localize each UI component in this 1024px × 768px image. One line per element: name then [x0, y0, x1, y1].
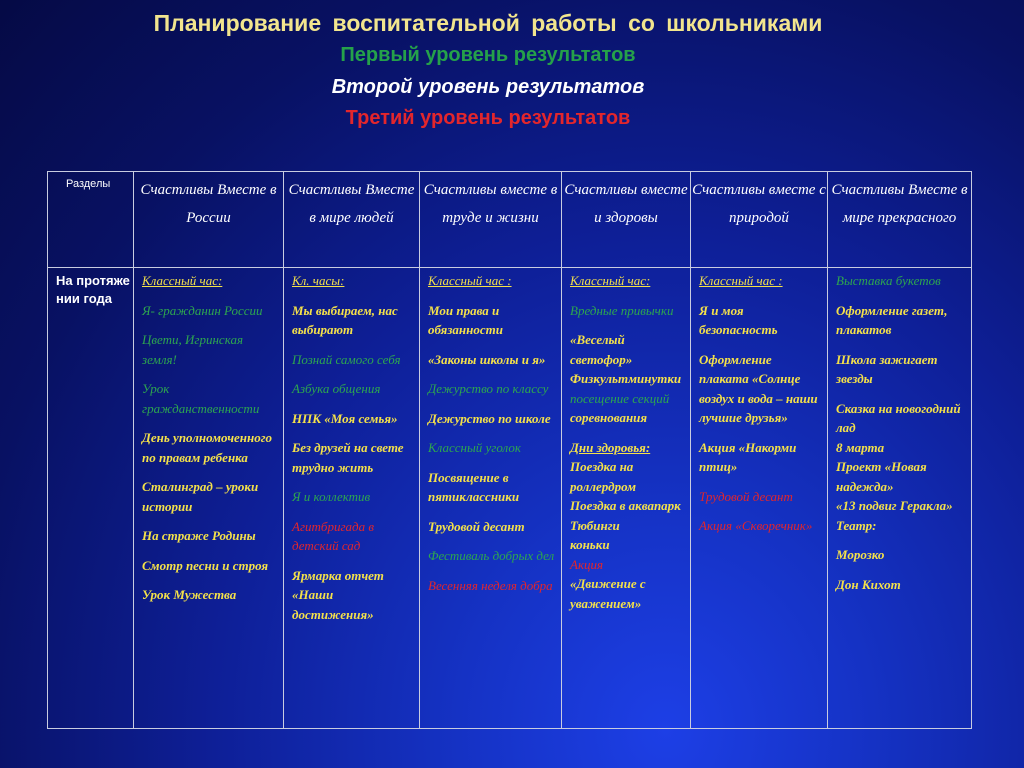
list-item: Я и коллектив [292, 489, 371, 504]
list-item: Я- гражданин России [142, 302, 263, 318]
cell-work [420, 268, 562, 729]
list-item: Физкультминутки [570, 371, 682, 386]
list-item: Дежурство по школе [428, 410, 551, 426]
list-item: Оформление плаката «Солнце воздух и вода – наши лучшие друзья» [699, 351, 818, 425]
list-item: Проект «Новая надежда» [836, 459, 927, 494]
list-item: Посвящение в пятиклассники [428, 469, 520, 504]
list-item: Урок гражданственности [142, 381, 260, 416]
list-item: Трудовой десант [428, 518, 525, 534]
column-header-health: Счастливы вместе и здоровы [562, 172, 691, 268]
list-item: Морозко [836, 547, 885, 562]
page-title: Планирование воспитательной работы со школьниками [153, 10, 823, 36]
table-header-row [48, 172, 972, 268]
table-row [48, 268, 972, 729]
list-item: Классный уголок [428, 440, 521, 455]
list-item: Поездка в аквапарк [570, 498, 681, 513]
list-item: Выставка букетов [836, 273, 941, 288]
list-item: Фестиваль добрых дел [428, 548, 555, 563]
list-item: «Законы школы и я» [428, 351, 546, 367]
column-header-work: Счастливы вместе в труде и жизни [420, 172, 562, 268]
list-item: Ярмарка отчет «Наши достижения» [292, 567, 384, 622]
column-header-russia: Счастливы Вместе в России [134, 172, 284, 268]
list-item: Азбука общения [292, 381, 381, 396]
list-item: «13 подвиг Геракла» [836, 498, 953, 513]
cell-nature [691, 268, 828, 729]
list-item: Мы выбираем, нас выбирают [292, 302, 398, 337]
list-item: Без друзей на свете трудно жить [292, 440, 404, 475]
list-item: посещение секций [570, 390, 670, 406]
list-item: Классный час : [699, 273, 783, 288]
cell-health [562, 268, 691, 729]
list-item: Оформление газет, плакатов [836, 302, 948, 337]
plan-table [47, 171, 972, 729]
level1-heading: Первый уровень результатов [340, 44, 636, 66]
list-item: Дон Кихот [836, 576, 901, 592]
cell-russia [134, 268, 284, 729]
level2-heading: Второй уровень результатов [331, 76, 645, 98]
list-item: Дежурство по классу [428, 381, 549, 396]
list-item: Тюбинги [570, 517, 620, 533]
column-header-people: Счастливы Вместе в мире людей [284, 172, 420, 268]
list-item: 8 марта [836, 439, 885, 455]
list-item: Агитбригада в детский сад [292, 518, 374, 553]
list-item: Трудовой десант [699, 488, 793, 504]
column-header-beauty: Счастливы Вместе в мире прекрасного [828, 172, 972, 268]
list-item: Классный час: [142, 273, 223, 288]
list-item: Акция «Накорми птиц» [699, 439, 797, 474]
list-item: Классный час: [570, 273, 651, 288]
list-item: НПК «Моя семья» [292, 410, 398, 426]
list-item: «Движение с уважением» [570, 576, 646, 611]
column-header-nature: Счастливы вместе с природой [691, 172, 828, 268]
list-item: «Веселый светофор» [570, 332, 633, 367]
list-item: Познай самого себя [292, 351, 401, 367]
list-item: Я и моя безопасность [699, 302, 778, 337]
list-item: На страже Родины [142, 528, 256, 543]
list-item: Весенняя неделя добра [428, 577, 553, 593]
list-item: Театр: [836, 517, 877, 533]
cell-people [284, 268, 420, 729]
list-item: Сталинград – уроки истории [142, 479, 259, 514]
row-label: На протяже нии года [48, 268, 134, 729]
list-item: Школа зажигает звезды [836, 351, 938, 386]
list-item: Поездка на роллердром [570, 459, 636, 494]
list-item: коньки [570, 537, 610, 552]
list-item: Акция «Скворечник» [699, 518, 813, 533]
cell-beauty [828, 268, 972, 729]
list-item: соревнования [570, 410, 648, 425]
list-item: Классный час : [428, 273, 512, 288]
list-item: Смотр песни и строя [142, 557, 269, 573]
list-item: Кл. часы: [292, 273, 345, 288]
list-item: Вредные привычки [570, 302, 674, 318]
list-item: Акция [570, 556, 604, 572]
level3-heading: Третий уровень результатов [345, 107, 631, 129]
list-item: Урок Мужества [142, 587, 237, 602]
list-item: День уполномоченного по правам ребенка [142, 430, 273, 465]
list-item: Дни здоровья: [570, 439, 651, 455]
list-item: Мои права и обязанности [428, 302, 503, 337]
corner-label: Разделы [48, 172, 134, 268]
list-item: Сказка на новогодний лад [836, 400, 961, 435]
list-item: Цвети, Игринская земля! [142, 332, 243, 367]
